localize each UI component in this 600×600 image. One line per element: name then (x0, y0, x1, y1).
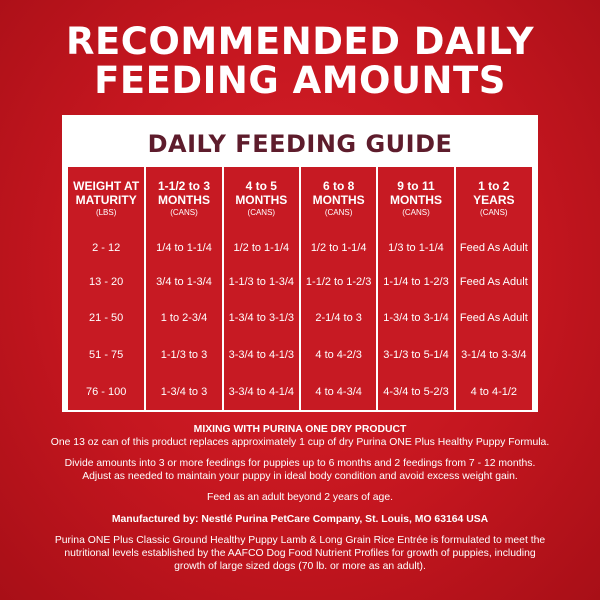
table-cell: 3-1/4 to 3-3/4 (455, 337, 532, 374)
table-cell: Feed As Adult (455, 264, 532, 301)
table-cell: 13 - 20 (89, 275, 124, 288)
notes-section (0, 423, 600, 573)
feeding-guide-card (62, 115, 538, 412)
mixing-title: MIXING WITH PURINA ONE DRY PRODUCT (193, 424, 407, 435)
table-row (68, 300, 532, 337)
column-header-1-to-2-years: 1 to 2 YEARS (CANS) (455, 167, 532, 227)
table-row (68, 227, 532, 264)
table-cell: 4 to 4-3/4 (300, 373, 377, 410)
table-row (68, 337, 532, 374)
table-cell: 1-3/4 to 3 (145, 373, 222, 410)
formula-statement-line-3: growth of large sized dogs (70 lb. or more as an adult). (174, 561, 426, 572)
table-cell: 4 to 4-1/2 (455, 373, 532, 410)
table-cell: 1/3 to 1-1/4 (377, 227, 454, 264)
headline-line-2: FEEDING AMOUNTS (94, 59, 506, 102)
table-header-row (68, 167, 532, 227)
mixing-text: One 13 oz can of this product replaces approximately 1 cup of dry Purina ONE Plus Healthy Puppy Formula. (50, 437, 550, 448)
table-row (68, 373, 532, 410)
table-cell: 51 - 75 (89, 349, 124, 362)
table-cell: 3-3/4 to 4-1/3 (223, 337, 300, 374)
table-cell: 1/2 to 1-1/4 (300, 227, 377, 264)
table-cell: 2 - 12 (92, 242, 121, 255)
table-cell: 1-1/4 to 1-2/3 (377, 264, 454, 301)
formula-statement-line-1: Purina ONE Plus Classic Ground Healthy Puppy Lamb & Long Grain Rice Entrée is formulated to meet the (54, 535, 546, 546)
column-header-9-to-11-months: 9 to 11 MONTHS (CANS) (377, 167, 454, 227)
table-cell: 76 - 100 (85, 385, 127, 398)
guide-title: DAILY FEEDING GUIDE (147, 130, 453, 158)
table-cell: 1-1/3 to 1-3/4 (223, 264, 300, 301)
column-header-4-to-5-months: 4 to 5 MONTHS (CANS) (223, 167, 300, 227)
table-row (68, 264, 532, 301)
table-cell: 1 to 2-3/4 (145, 300, 222, 337)
manufacturer-line: Manufactured by: Nestlé Purina PetCare Company, St. Louis, MO 63164 USA (111, 514, 489, 525)
headline (0, 22, 600, 100)
formula-statement-line-2: nutritional levels established by the AAFCO Dog Food Nutrient Profiles for growth of puppies, including (64, 548, 536, 559)
table-cell: 4-3/4 to 5-2/3 (377, 373, 454, 410)
table-cell: Feed As Adult (455, 227, 532, 264)
column-header-6-to-8-months: 6 to 8 MONTHS (CANS) (300, 167, 377, 227)
table-cell: 1-3/4 to 3-1/3 (223, 300, 300, 337)
headline-line-1: RECOMMENDED DAILY (65, 20, 535, 63)
table-cell: 1-1/2 to 1-2/3 (300, 264, 377, 301)
column-header-1-5-to-3-months: 1-1/2 to 3 MONTHS (CANS) (145, 167, 222, 227)
feeding-table (68, 167, 532, 410)
table-cell: 3-1/3 to 5-1/4 (377, 337, 454, 374)
divide-text-line-2: Adjust as needed to maintain your puppy in ideal body condition and avoid excess weight gain. (82, 471, 518, 482)
table-cell: 1-3/4 to 3-1/4 (377, 300, 454, 337)
table-cell: 4 to 4-2/3 (300, 337, 377, 374)
table-cell: 1-1/3 to 3 (145, 337, 222, 374)
table-cell: 1/4 to 1-1/4 (145, 227, 222, 264)
adult-feeding-note: Feed as an adult beyond 2 years of age. (206, 492, 393, 503)
table-cell: 3-3/4 to 4-1/4 (223, 373, 300, 410)
column-header-weight: WEIGHT AT MATURITY (LBS) (73, 178, 140, 217)
divide-text-line-1: Divide amounts into 3 or more feedings for puppies up to 6 months and 2 feedings from 7 - 12 months. (64, 458, 536, 469)
table-cell: 2-1/4 to 3 (300, 300, 377, 337)
table-cell: 1/2 to 1-1/4 (223, 227, 300, 264)
table-cell: 3/4 to 1-3/4 (145, 264, 222, 301)
table-cell: Feed As Adult (455, 300, 532, 337)
table-cell: 21 - 50 (89, 312, 124, 325)
